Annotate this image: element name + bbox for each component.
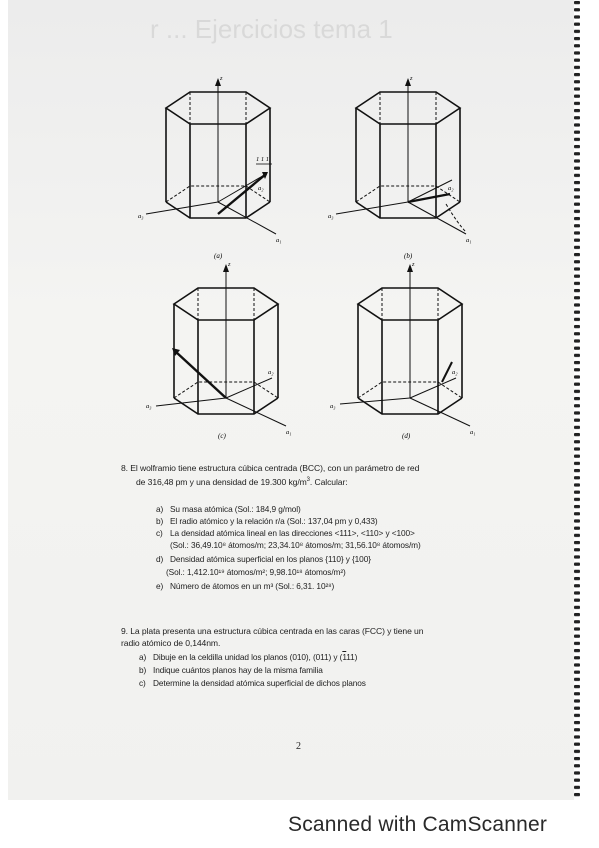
q9-item-b bbox=[139, 665, 323, 677]
q8-item-a bbox=[156, 504, 301, 516]
figure-d-z-label: z bbox=[412, 261, 415, 268]
figure-c-a1-label: a₁ bbox=[286, 429, 292, 436]
q8-item-c-text: La densidad atómica lineal en las direcciones <111>, <110> y <100> bbox=[170, 528, 415, 538]
question-8-line-2-end: . Calcular: bbox=[309, 476, 348, 487]
figure-b-drawing bbox=[328, 72, 488, 267]
spiral-binding bbox=[572, 0, 582, 800]
bleed-through-text bbox=[150, 14, 450, 52]
q9-item-b-text: Indique cuántos planos hay de la misma familia bbox=[153, 665, 323, 675]
figure-c-a2-label: a₂ bbox=[268, 369, 274, 376]
figure-a-a1-label: a₁ bbox=[276, 237, 282, 244]
q9-item-a-text: Dibuje en la celdilla unidad los planos (010), (011) y ( bbox=[153, 652, 343, 662]
q8-item-e-label: e) bbox=[156, 581, 164, 591]
bleed-through-line: r ... Ejercicios tema 1 bbox=[150, 14, 393, 44]
figure-b-a1-label: a₁ bbox=[466, 237, 472, 244]
figure-b-a3-label: a₃ bbox=[328, 213, 334, 220]
q8-item-a-label: a) bbox=[156, 504, 164, 514]
q8-item-a-text: Su masa atómica (Sol.: 184,9 g/mol) bbox=[170, 504, 301, 514]
figure-a-a3-label: a₃ bbox=[138, 213, 144, 220]
q8-item-d-solution: (Sol.: 1,412.10¹⁹ átomos/m²; 9,98.10¹⁸ átomos/m²) bbox=[166, 567, 346, 577]
q9-item-c-text: Determine la densidad atómica superficial de dichos planos bbox=[153, 678, 366, 688]
figure-a-z-label: z bbox=[220, 75, 223, 82]
camscanner-watermark: Scanned with CamScanner bbox=[288, 813, 548, 836]
figure-a-drawing bbox=[138, 72, 298, 267]
figure-c-drawing bbox=[146, 258, 306, 453]
question-8-heading bbox=[121, 462, 511, 488]
question-8-line-2 bbox=[121, 474, 511, 488]
hexagonal-prism-figure-d bbox=[330, 258, 490, 458]
question-8-line-1: 8. El wolframio tiene estructura cúbica centrada (BCC), con un parámetro de red bbox=[121, 463, 420, 473]
figure-b-caption: (b) bbox=[404, 252, 413, 260]
q9-item-c-label: c) bbox=[139, 678, 146, 688]
q8-item-d bbox=[156, 554, 371, 566]
q8-item-e bbox=[156, 581, 334, 593]
q9-item-c bbox=[139, 678, 366, 690]
q8-item-d-label: d) bbox=[156, 554, 164, 564]
figure-c-a3-label: a₃ bbox=[146, 403, 152, 410]
figure-d-drawing bbox=[330, 258, 490, 453]
q8-item-c-solution: (Sol.: 36,49.10⁸ átomos/m; 23,34.10⁸ átomos/m; 31,56.10⁸ átomos/m) bbox=[170, 540, 421, 550]
figure-c-caption: (c) bbox=[218, 432, 226, 440]
question-8-superscript: 3 bbox=[306, 477, 310, 483]
question-9-heading bbox=[121, 625, 511, 649]
question-9-line-1: 9. La plata presenta una estructura cúbica centrada en las caras (FCC) y tiene un bbox=[121, 626, 424, 636]
figure-d-a1-label: a₁ bbox=[470, 429, 476, 436]
figure-a-caption: (a) bbox=[214, 252, 223, 260]
question-9-line-2: radio atómico de 0,144nm. bbox=[121, 638, 221, 648]
figure-d-a2-label: a₂ bbox=[452, 369, 458, 376]
q9-item-a-label: a) bbox=[139, 652, 147, 662]
q8-item-c-label: c) bbox=[156, 528, 163, 538]
q8-item-b-text: El radio atómico y la relación r/a (Sol.: 137,04 pm y 0,433) bbox=[170, 516, 378, 526]
figure-c-z-label: z bbox=[228, 261, 231, 268]
figure-a-ticks: 1 1 1 bbox=[256, 156, 269, 163]
q8-item-c bbox=[156, 528, 415, 540]
q9-item-a-text-end: 11) bbox=[346, 652, 358, 662]
q9-item-a bbox=[139, 652, 357, 664]
figure-d-caption: (d) bbox=[402, 432, 411, 440]
q8-item-b-label: b) bbox=[156, 516, 164, 526]
hexagonal-prism-figure-a bbox=[138, 72, 298, 272]
q9-item-a-overline-digit: 1 bbox=[342, 652, 347, 662]
page-number: 2 bbox=[296, 741, 301, 752]
figure-b-z-label: z bbox=[410, 75, 413, 82]
q8-item-d-text: Densidad atómica superficial en los planos {110} y {100} bbox=[170, 554, 371, 564]
hexagonal-prism-figure-c bbox=[146, 258, 306, 458]
q8-item-e-text: Número de átomos en un m³ (Sol.: 6,31. 10²⁸) bbox=[170, 581, 335, 591]
q9-item-b-label: b) bbox=[139, 665, 147, 675]
question-8-line-2-text: de 316,48 pm y una densidad de 19.300 kg/m bbox=[136, 476, 307, 487]
hexagonal-prism-figure-b bbox=[328, 72, 488, 272]
q8-item-b bbox=[156, 516, 378, 528]
figure-b-a2-label: a₂ bbox=[448, 185, 454, 192]
figure-a-a2-label: a₂ bbox=[258, 185, 264, 192]
figure-d-a3-label: a₃ bbox=[330, 403, 336, 410]
